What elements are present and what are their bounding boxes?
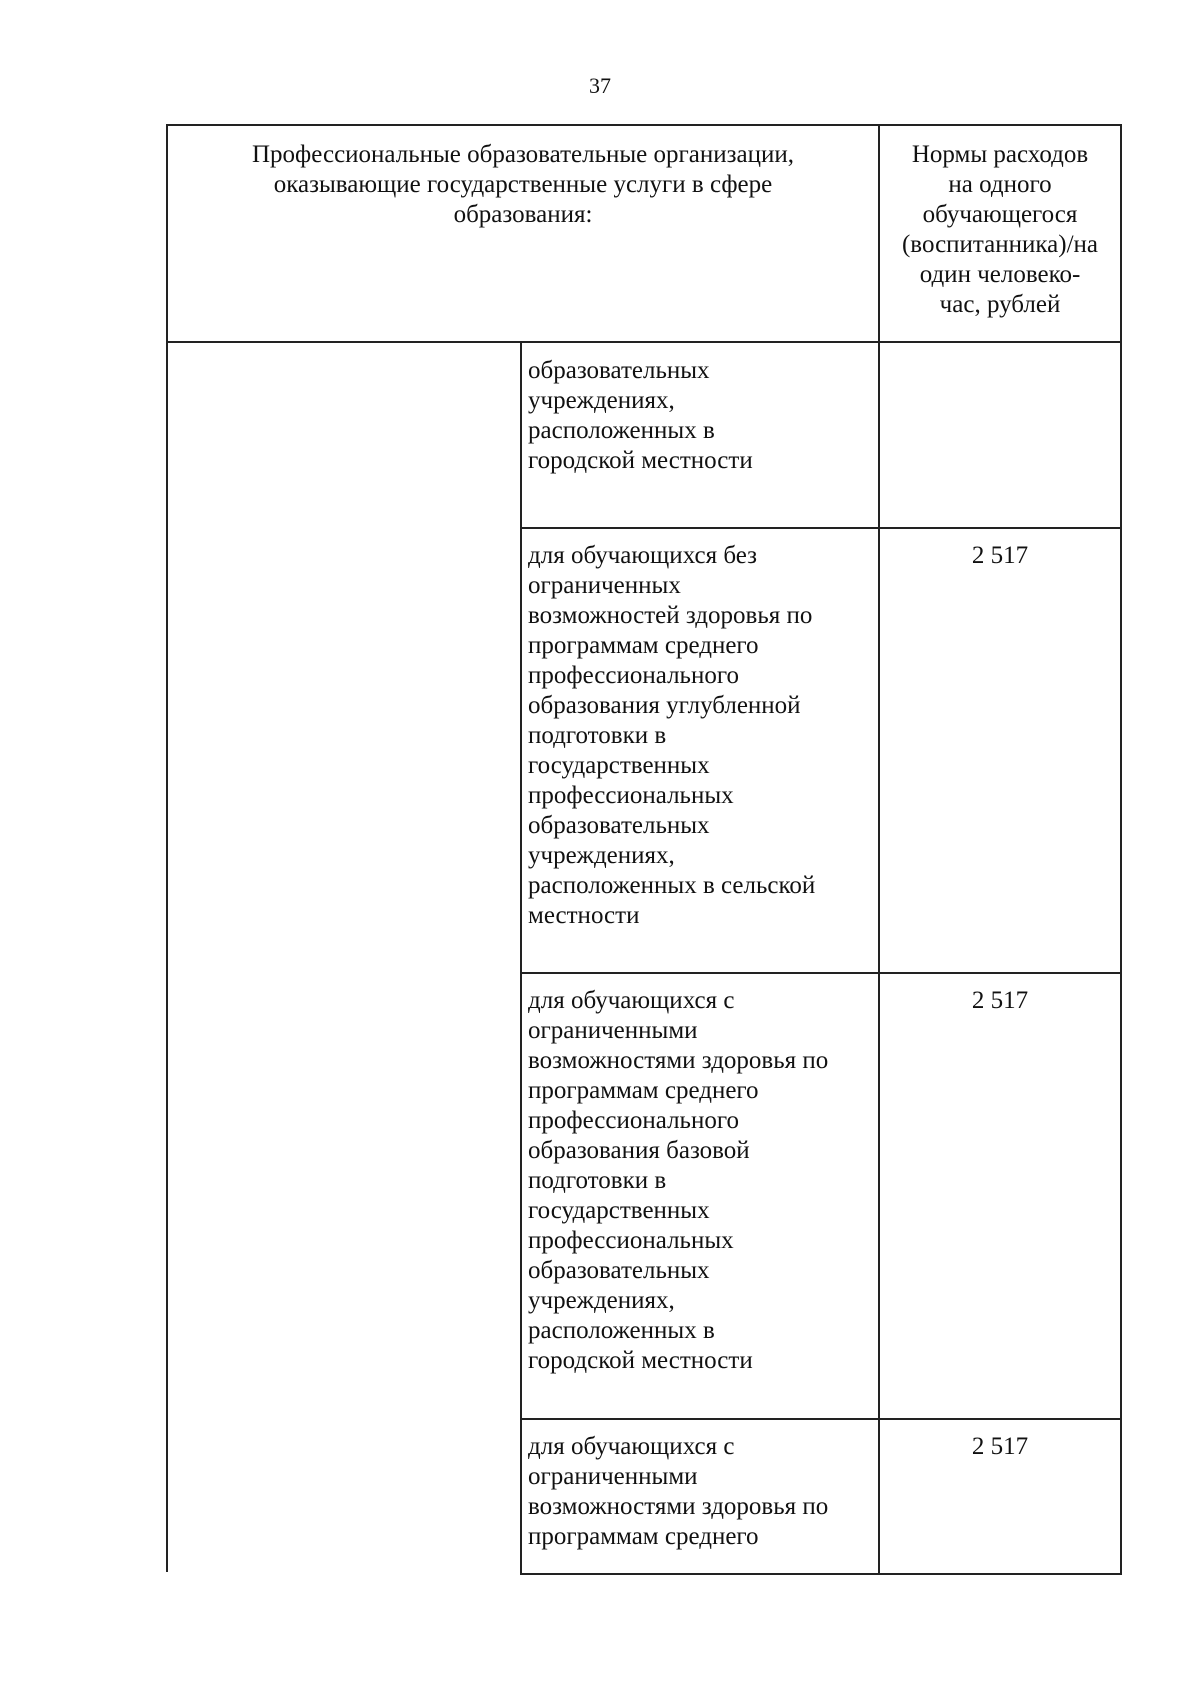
row-divider-3 — [520, 1418, 1122, 1420]
page-number: 37 — [589, 73, 611, 98]
row-value: 2 517 — [971, 987, 1029, 1014]
header-divider — [166, 341, 1122, 343]
row-description: образовательных учреждениях, расположенных в городской местности — [528, 357, 753, 474]
table-border-bottom — [520, 1573, 1122, 1575]
row-description: для обучающихся с ограниченными возможностями здоровья по программам среднего профессионального образования базовой подготовки в государственных профессиональных образовательных учреждениях, расположенных в городской местности — [528, 987, 829, 1374]
row-value: 2 517 — [971, 1433, 1029, 1460]
row-description: для обучающихся с ограниченными возможностями здоровья по программам среднего — [528, 1433, 829, 1550]
row-divider-1 — [520, 527, 1122, 529]
header-norms: Нормы расходов на одного обучающегося (воспитанника)/на один человеко- час, рублей — [901, 141, 1098, 318]
row-value: 2 517 — [971, 542, 1029, 569]
row-description: для обучающихся без ограниченных возможностей здоровья по программам среднего профессионального образования углубленной подготовки в государственных профессиональных образовательных учреждениях, расположенных в сельской местности — [528, 542, 816, 929]
header-organizations: Профессиональные образовательные организации, оказывающие государственные услуги в сфере образования: — [252, 141, 794, 228]
table-border-top — [166, 124, 1122, 126]
row-divider-2 — [520, 972, 1122, 974]
